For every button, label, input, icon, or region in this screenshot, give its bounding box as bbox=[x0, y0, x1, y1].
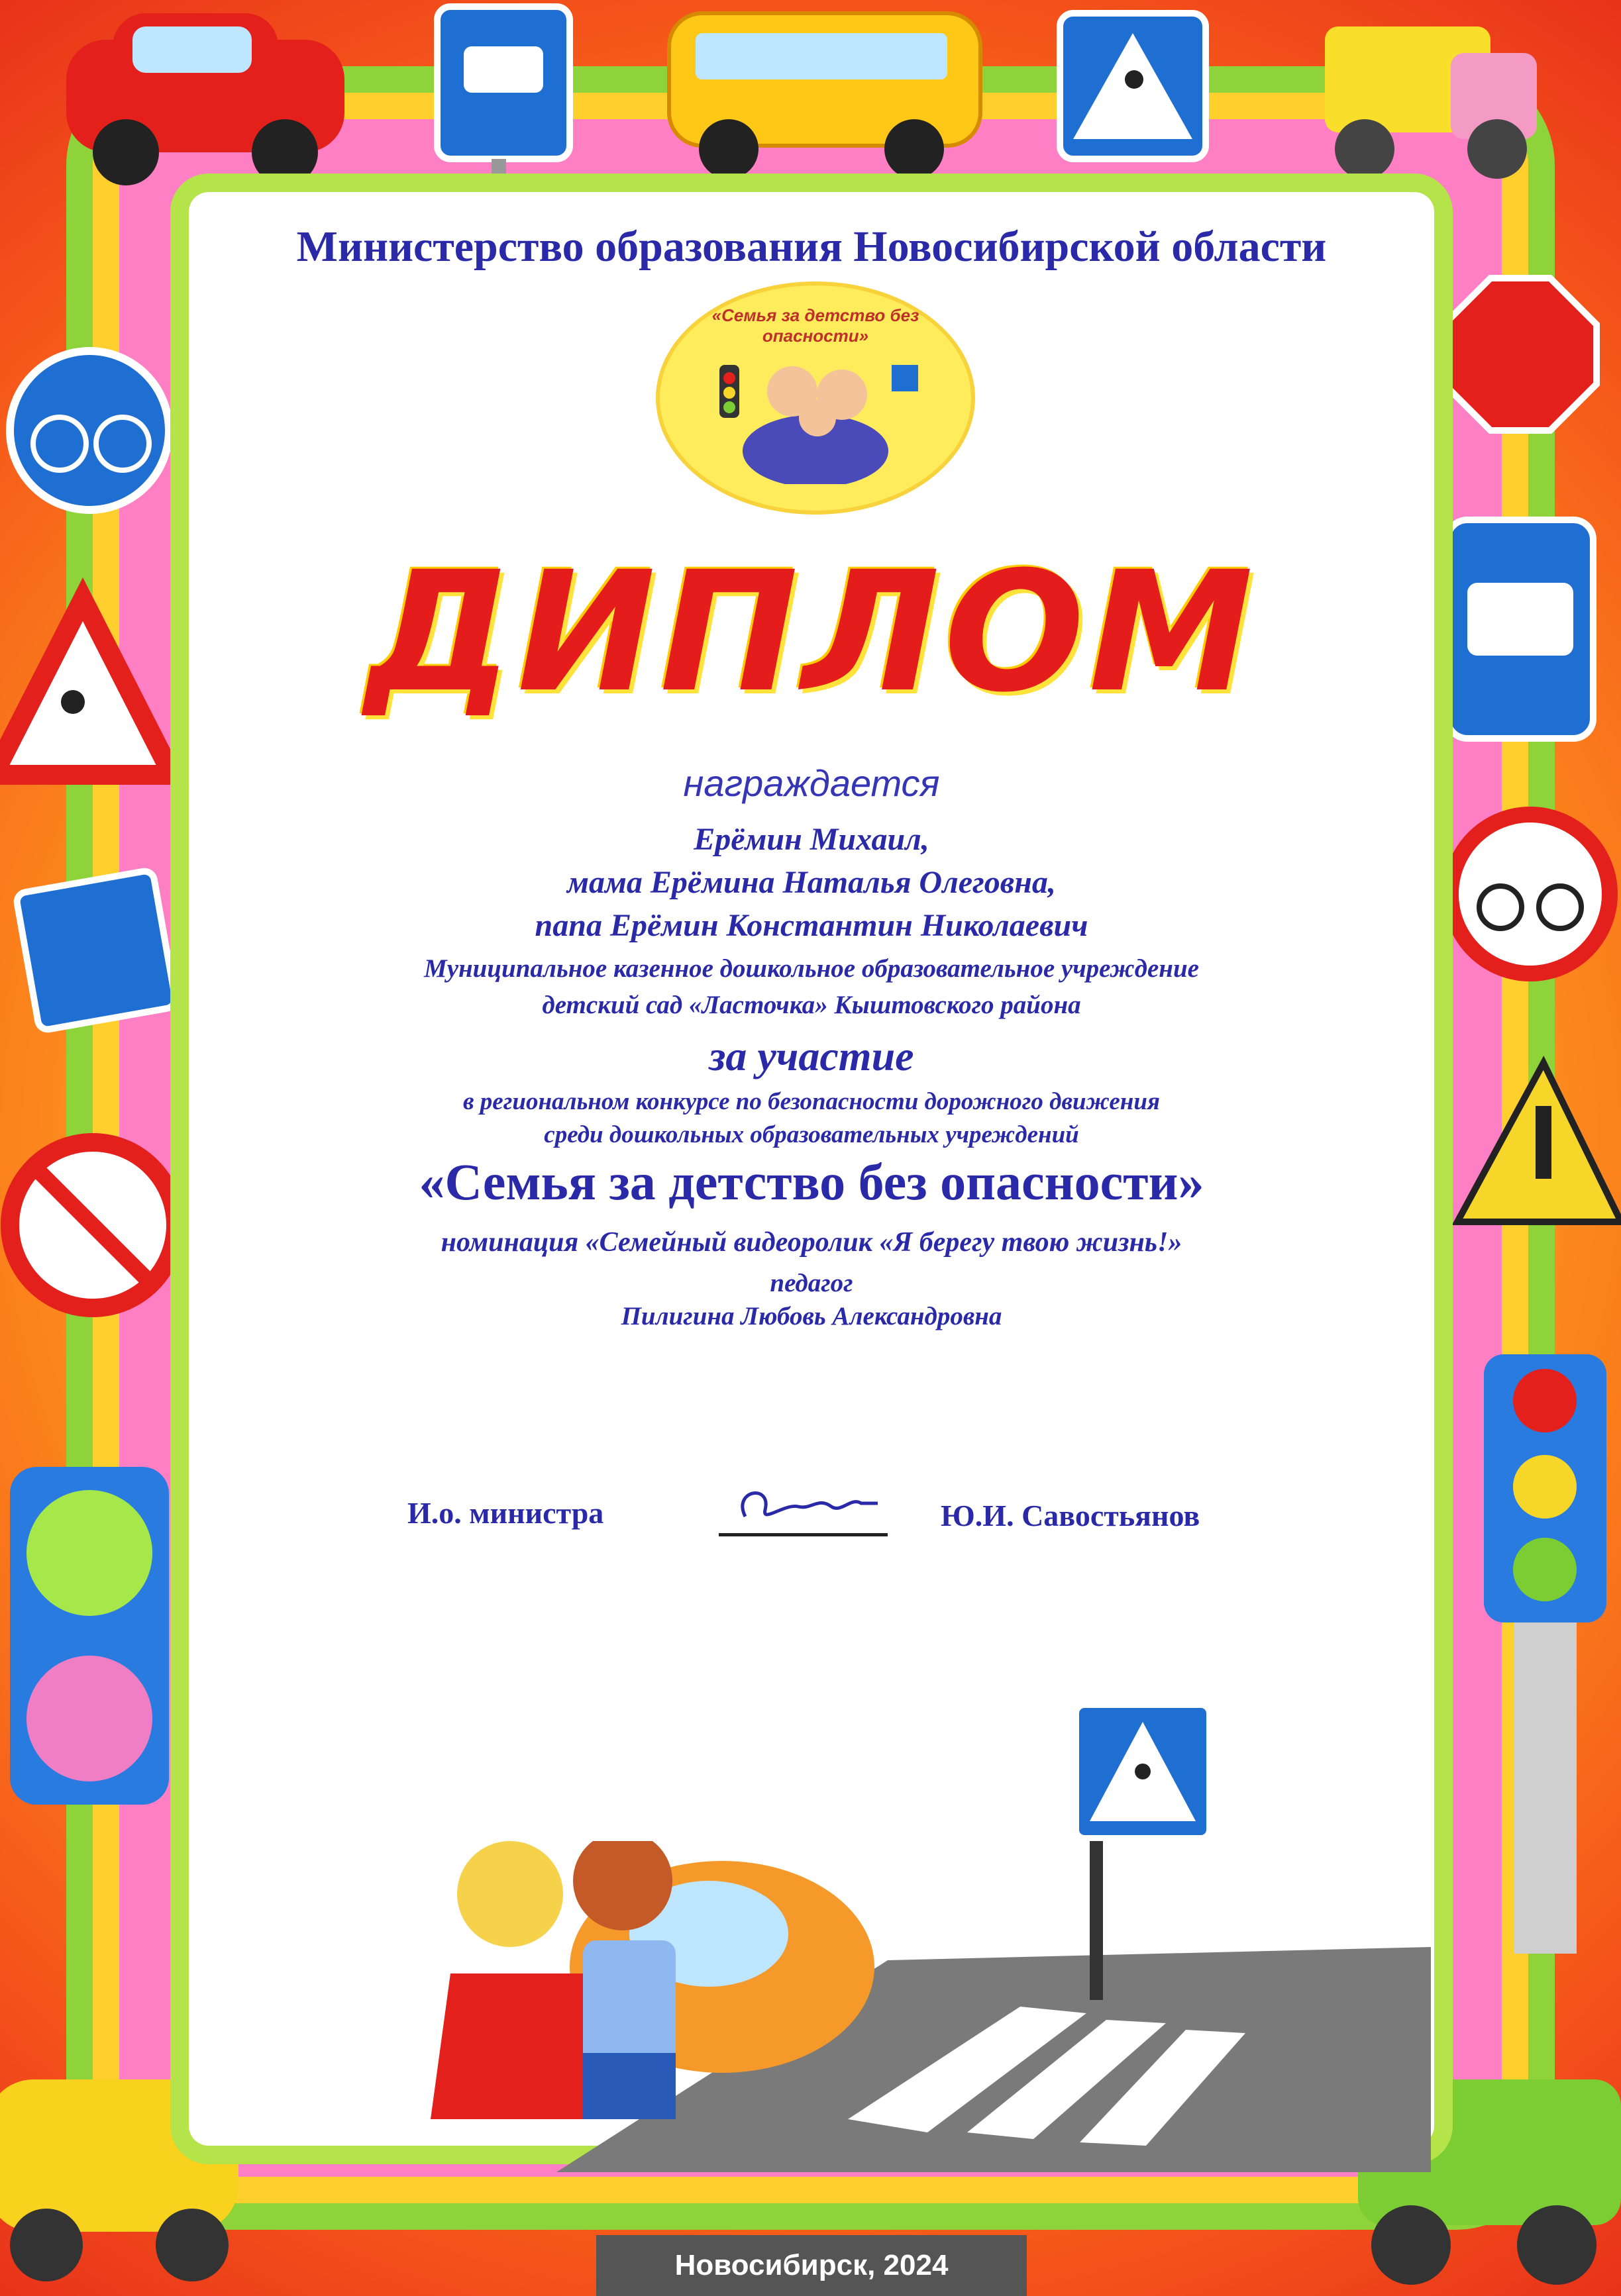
tram-stop-sign-icon bbox=[1447, 520, 1593, 738]
contest-line-1: в региональном конкурсе по безопасности дорожного движения bbox=[463, 1088, 1160, 1115]
ministry-heading: Министерство образования Новосибирской области bbox=[296, 223, 1327, 271]
signatory-name: Ю.И. Савостьянов bbox=[941, 1499, 1200, 1532]
contest-line-2: среди дошкольных образовательных учреждений bbox=[544, 1121, 1079, 1148]
underpass-sign-icon bbox=[15, 870, 176, 1030]
pedestrian-crossing-sign-icon bbox=[1073, 1702, 1212, 1841]
recipient-child: Ерёмин Михаил, bbox=[694, 822, 929, 857]
road-scene-illustration bbox=[424, 1841, 1431, 2172]
signature-line bbox=[719, 1533, 888, 1536]
warning-sign-icon bbox=[1457, 1063, 1621, 1222]
yellow-bus-icon bbox=[669, 13, 980, 179]
children-crossing-sign-icon bbox=[0, 599, 172, 775]
logo-caption: «Семья за детство без опасности» bbox=[711, 305, 919, 346]
stop-sign-icon bbox=[1444, 278, 1596, 430]
bicycle-path-sign-icon bbox=[10, 351, 169, 510]
family-icon bbox=[700, 338, 931, 484]
teacher-role: педагог bbox=[770, 1269, 853, 1297]
institution-line-1: Муниципальное казенное дошкольное образовательное учреждение bbox=[424, 954, 1199, 983]
nomination: номинация «Семейный видеоролик «Я берегу твою жизнь!» bbox=[441, 1227, 1182, 1258]
diploma-title: ДИПЛОМ bbox=[365, 536, 1258, 728]
pedestrian-signal-icon bbox=[10, 1467, 169, 1805]
bus-stop-sign-icon bbox=[437, 7, 570, 199]
traffic-light-icon bbox=[1484, 1354, 1606, 1954]
crossing-sign-post-icon bbox=[1090, 1841, 1103, 2000]
recipient-mother: мама Ерёмина Наталья Олеговна, bbox=[567, 865, 1056, 900]
dump-truck-icon bbox=[1325, 26, 1537, 179]
institution-line-2: детский сад «Ласточка» Кыштовского района bbox=[542, 991, 1081, 1019]
boy-icon bbox=[573, 1841, 676, 2119]
teacher-name: Пилигина Любовь Александровна bbox=[621, 1302, 1002, 1330]
awarded-label: награждается bbox=[683, 762, 940, 804]
signatory-position: И.о. министра bbox=[407, 1496, 604, 1530]
recipient-father: папа Ерёмин Константин Николаевич bbox=[535, 908, 1088, 943]
contest-logo bbox=[656, 281, 975, 515]
red-car-icon bbox=[66, 13, 344, 185]
pedestrian-crossing-sign-icon bbox=[1060, 13, 1206, 159]
no-pedestrians-sign-icon bbox=[10, 1142, 176, 1308]
contest-title: «Семья за детство без опасности» bbox=[419, 1153, 1204, 1211]
handwritten-signature bbox=[725, 1477, 884, 1536]
city-year: Новосибирск, 2024 bbox=[596, 2235, 1027, 2296]
award-reason: за участие bbox=[709, 1032, 914, 1079]
bicycle-prohibited-sign-icon bbox=[1451, 815, 1610, 973]
